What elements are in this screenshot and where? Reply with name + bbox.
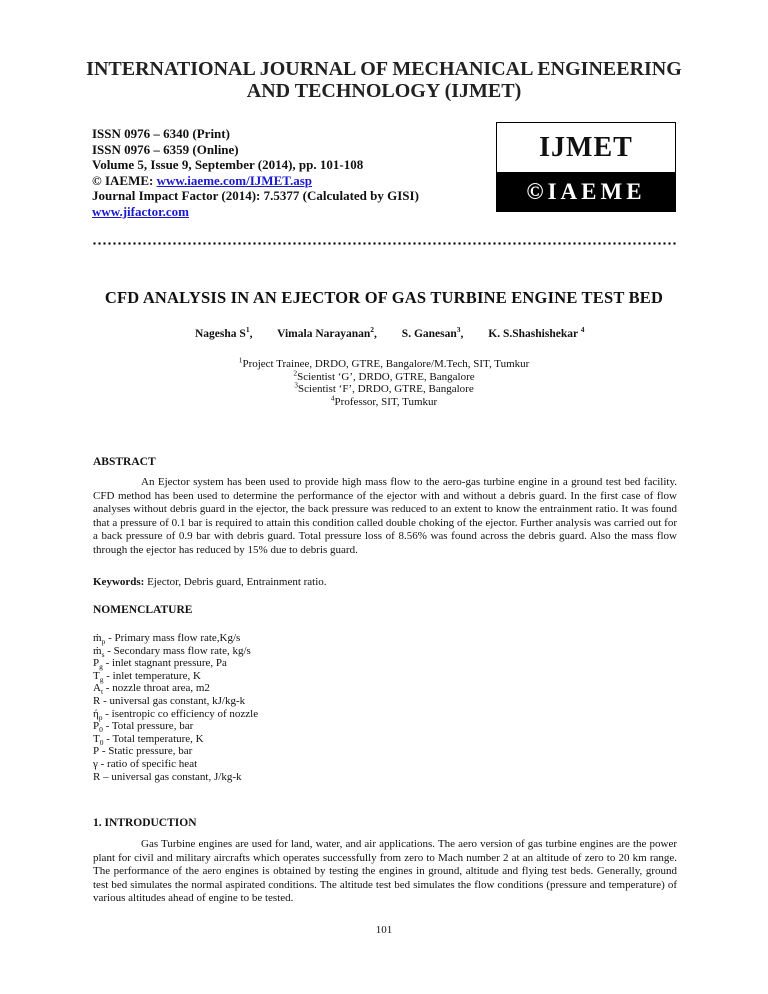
author-sup: 1 <box>245 325 250 335</box>
introduction-text: Gas Turbine engines are used for land, water, and air applications. The aero version of gas turbine engines are the power plant for civil and military aircrafts which operates successfully from zero to Mach number 2 at an altitude of zero to 20 km range. The performance of the aero engines is obtained by testing the engines in ground, altitude and flying test beds. Generally, ground test bed simulates the normal aspirated conditions. The altitude test bed simulates the flow conditions (pressure and temperature) of various altitudes ahead of engine to be tested. <box>93 838 677 904</box>
author-sep: , <box>249 328 253 340</box>
nomen-sub: 0 <box>99 725 103 735</box>
nomenclature-item <box>93 771 258 784</box>
nomenclature-heading: NOMENCLATURE <box>93 604 193 616</box>
keywords-line <box>93 576 677 590</box>
page-number: 101 <box>375 924 393 936</box>
nomen-symbol: γ <box>93 757 98 770</box>
nomen-def: - Static pressure, bar <box>99 745 193 758</box>
nomen-sub: p <box>98 712 103 722</box>
affiliation <box>100 355 668 371</box>
author-sup: 3 <box>456 325 461 335</box>
affiliation-text: Scientist ‘F’, DRDO, GTRE, Bangalore <box>298 383 474 395</box>
nomen-symbol: ṁ <box>93 644 102 657</box>
nomen-symbol: R <box>93 694 101 707</box>
nomen-def: - Total pressure, bar <box>102 720 194 733</box>
nomen-symbol: T <box>93 732 100 745</box>
nomen-sub: g <box>99 674 104 684</box>
nomen-sub: t <box>100 687 104 697</box>
nomen-symbol: A <box>93 682 101 695</box>
abstract-text: An Ejector system has been used to provide high mass flow to the aero-gas turbine engine in a ground test bed facility. CFD method has been used to determine the performance of the ejector with and without a debris guard. In the first case of flow analyses without debris guard in the ejector, the back pressure was reduced to an extent to know the entrainment ratio. It was found that a pressure of 0.1 bar is required to attain this condition called double choking of the ejector. Further analysis was carried out for a back pressure of 0.9 bar with debris guard. Total pressure loss of 8.56% was found across the debris guard. Also the mass flow through the ejector has reduced by 15% due to debris guard. <box>93 476 677 556</box>
author-sep: , <box>374 328 377 340</box>
nomenclature-item <box>93 632 258 645</box>
nomen-sub: p <box>101 637 106 647</box>
author-name: K. S.Shashishekar <box>488 328 578 340</box>
nomen-def: – universal gas constant, J/kg-k <box>100 770 242 783</box>
logo-iaeme-banner: ©IAEME <box>497 172 675 211</box>
jifactor-link[interactable]: www.jifactor.com <box>92 203 189 219</box>
journal-title-line2: AND TECHNOLOGY (IJMET) <box>246 80 522 102</box>
author <box>488 325 585 340</box>
nomen-symbol: ṁ <box>93 632 102 644</box>
author-name: Nagesha S <box>195 328 246 340</box>
iaeme-link[interactable]: www.iaeme.com/IJMET.asp <box>156 172 312 188</box>
nomenclature-item <box>93 645 258 658</box>
nomenclature-item <box>93 695 258 708</box>
author-list <box>195 325 585 340</box>
affiliation-sup: 2 <box>293 367 298 377</box>
affiliation-sup: 1 <box>238 355 243 365</box>
paper-title: CFD ANALYSIS IN AN EJECTOR OF GAS TURBINE ENGINE TEST BED <box>104 288 664 307</box>
author-sep: , <box>460 328 464 340</box>
nomenclature-item <box>93 720 258 733</box>
affiliation-text: Scientist ‘G’, DRDO, GTRE, Bangalore <box>297 370 475 383</box>
nomenclature-item <box>93 657 258 670</box>
nomen-def: - Total temperature, K <box>103 732 204 745</box>
author-sup: 4 <box>580 325 585 335</box>
issn-print: ISSN 0976 – 6340 (Print) <box>92 126 230 141</box>
impact-factor: Journal Impact Factor (2014): 7.5377 (Calculated by GISI) <box>92 188 419 203</box>
affiliations <box>100 355 668 408</box>
nomenclature-item <box>93 733 258 746</box>
volume-info: Volume 5, Issue 9, September (2014), pp. 101-108 <box>92 157 364 172</box>
affiliation-text: Project Trainee, DRDO, GTRE, Bangalore/M.Tech, SIT, Tumkur <box>242 358 530 370</box>
nomenclature-list <box>93 632 258 783</box>
author-sup: 2 <box>370 325 375 335</box>
nomenclature-item <box>93 670 258 683</box>
nomen-def: - inlet stagnant pressure, Pa <box>102 657 227 670</box>
nomen-symbol: T <box>93 669 100 682</box>
affiliation <box>100 380 668 396</box>
copyright-line <box>92 173 419 189</box>
nomenclature-item <box>93 708 258 721</box>
abstract-heading: ABSTRACT <box>93 456 156 468</box>
affiliation <box>100 392 668 409</box>
affiliation-text: Professor, SIT, Tumkur <box>334 395 438 408</box>
keywords-label: Keywords: <box>93 576 145 588</box>
nomen-def: - ratio of specific heat <box>97 757 198 770</box>
keywords-text: Ejector, Debris guard, Entrainment ratio. <box>144 576 327 588</box>
nomen-def: - nozzle throat area, m2 <box>103 682 210 695</box>
author-name: Vimala Narayanan <box>277 328 371 340</box>
author <box>277 325 377 340</box>
issn-online: ISSN 0976 – 6359 (Online) <box>92 141 239 157</box>
affiliation <box>100 367 668 384</box>
journal-logo <box>496 122 676 212</box>
journal-title-line1: INTERNATIONAL JOURNAL OF MECHANICAL ENGINEERING <box>86 58 682 80</box>
nomenclature-item <box>93 682 258 695</box>
logo-ijmet-text: IJMET <box>539 132 633 163</box>
nomen-def: - Primary mass flow rate,Kg/s <box>105 632 241 644</box>
journal-title <box>60 58 708 102</box>
nomen-symbol: P <box>93 720 100 733</box>
author-name: S. Ganesan <box>401 328 457 340</box>
copyright-prefix: © IAEME: <box>92 172 157 188</box>
nomen-def: - inlet temperature, K <box>103 669 201 682</box>
nomen-symbol: ή <box>93 707 99 720</box>
affiliation-sup: 3 <box>294 380 299 390</box>
nomen-def: - Secondary mass flow rate, kg/s <box>104 644 251 657</box>
nomenclature-item <box>93 758 258 771</box>
nomen-sub: s <box>101 649 105 659</box>
author <box>195 325 253 340</box>
nomen-sub: 0 <box>99 737 104 747</box>
nomen-sub: g <box>99 662 103 672</box>
journal-meta <box>92 126 419 219</box>
author <box>401 325 464 340</box>
nomen-symbol: R <box>93 770 101 783</box>
nomen-symbol: P <box>93 657 100 670</box>
nomenclature-item <box>93 745 258 758</box>
introduction-heading: 1. INTRODUCTION <box>93 817 197 829</box>
dotted-divider <box>92 242 678 245</box>
nomen-def: - isentropic co efficiency of nozzle <box>102 707 259 720</box>
nomen-symbol: P <box>93 745 100 758</box>
affiliation-sup: 4 <box>330 392 335 402</box>
nomen-def: - universal gas constant, kJ/kg-k <box>100 694 246 707</box>
